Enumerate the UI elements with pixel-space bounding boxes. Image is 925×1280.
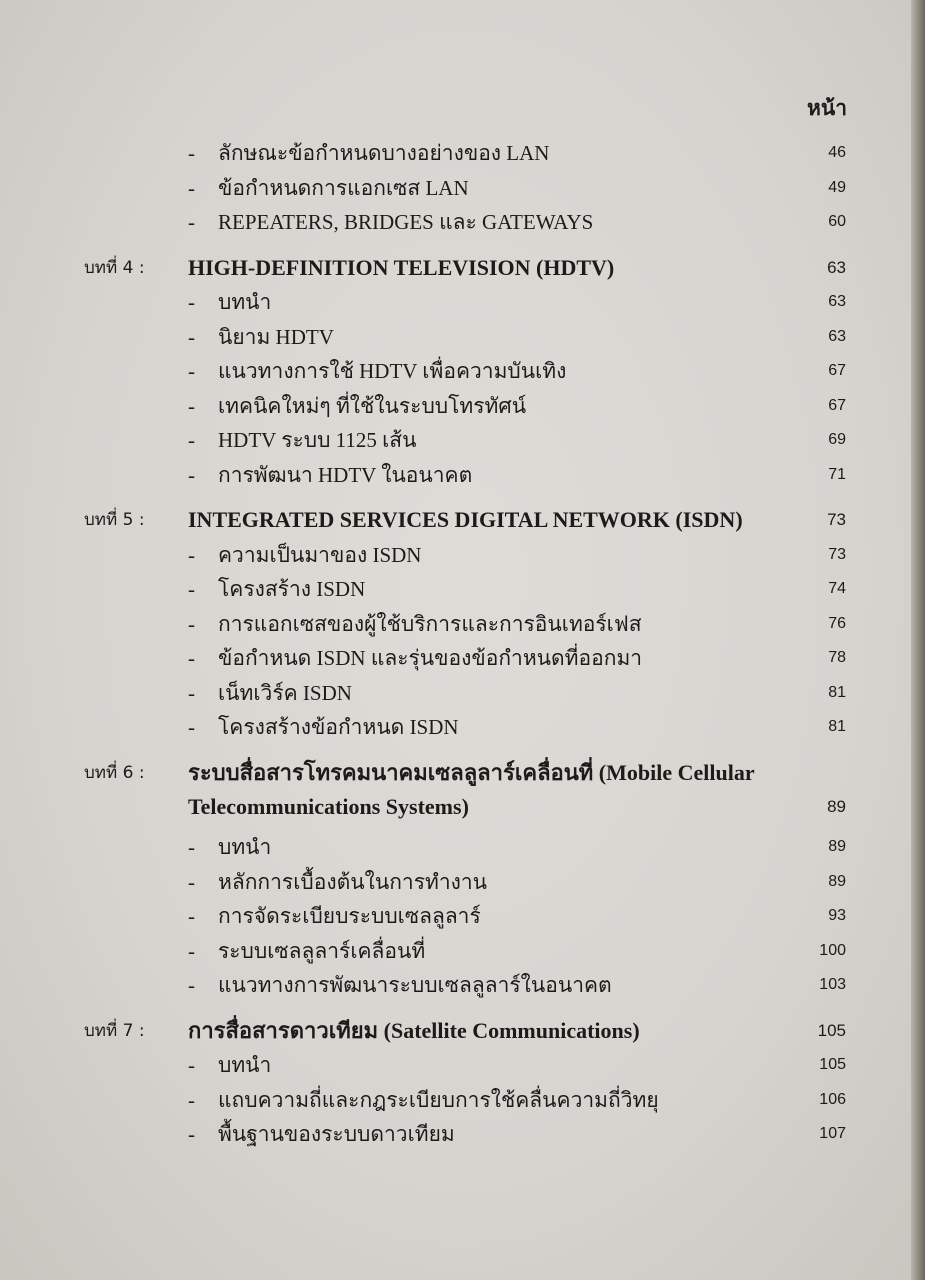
page-number: 63: [828, 327, 846, 345]
entry-title: HIGH-DEFINITION TELEVISION (HDTV): [188, 254, 615, 280]
toc-entry-row: [84, 285, 846, 320]
toc-entry-row: [84, 136, 846, 171]
page-number: 106: [819, 1090, 846, 1108]
entry-title: ระบบเซลลูลาร์เคลื่อนที่: [218, 938, 426, 963]
page-number: 78: [828, 649, 846, 666]
bullet-dash: -: [188, 938, 195, 963]
chapter-label: บทที่ 7 :: [84, 1020, 145, 1041]
bullet-dash: -: [188, 611, 195, 636]
toc-entry-row: [84, 607, 846, 642]
entry-title: ลักษณะข้อกำหนดบางอย่างของ LAN: [218, 141, 550, 165]
bullet-dash: -: [188, 359, 195, 383]
bullet-dash: -: [188, 462, 195, 487]
toc-chapter-row: [84, 1014, 846, 1049]
page-number: 67: [828, 362, 846, 379]
entry-title: REPEATERS, BRIDGES และ GATEWAYS: [218, 210, 594, 234]
toc-chapter-row: [84, 251, 846, 286]
chapter-label: บทที่ 4 :: [84, 257, 145, 278]
toc-entry-row: [84, 572, 846, 607]
page-number: 49: [828, 178, 846, 196]
entry-title: การสื่อสารดาวเทียม (Satellite Communications): [188, 1017, 640, 1043]
page-number: 69: [828, 431, 846, 448]
page-number: 63: [828, 293, 846, 310]
entry-title: ความเป็นมาของ ISDN: [218, 542, 422, 567]
page-number: 93: [828, 907, 846, 924]
page-number: 67: [828, 396, 846, 414]
entry-title: ระบบสื่อสารโทรคมนาคมเซลลูลาร์เคลื่อนที่ (Mobile Cellular: [188, 759, 755, 785]
toc-entry-row: [84, 1117, 846, 1152]
page-number: 73: [828, 545, 846, 563]
entry-title: แถบความถี่และกฎระเบียบการใช้คลื่นความถี่วิทยุ: [218, 1087, 659, 1112]
toc-entry-row: [84, 1083, 846, 1118]
toc-chapter-row: [84, 756, 846, 791]
toc-entry-row: [84, 899, 846, 934]
entry-title: INTEGRATED SERVICES DIGITAL NETWORK (ISDN): [188, 507, 743, 532]
entry-title: ข้อกำหนด ISDN และรุ่นของข้อกำหนดที่ออกมา: [218, 646, 643, 670]
bullet-dash: -: [188, 1087, 195, 1112]
bullet-dash: -: [188, 393, 195, 418]
page-number: 89: [828, 872, 846, 890]
page-number: 103: [819, 976, 846, 993]
toc-entry-row: [84, 934, 846, 969]
bullet-dash: -: [188, 428, 195, 452]
toc-entry-row: [84, 676, 846, 711]
page-number: 74: [828, 580, 846, 597]
entry-title: HDTV ระบบ 1125 เส้น: [218, 428, 417, 452]
bullet-dash: -: [188, 715, 195, 739]
page-number: 63: [827, 257, 846, 277]
toc-entry-row: [84, 865, 846, 900]
toc-entry-row: [84, 205, 846, 240]
page-number: 81: [828, 718, 846, 735]
page-number: 107: [819, 1125, 846, 1142]
bullet-dash: -: [188, 869, 195, 894]
entry-title: หลักการเบื้องต้นในการทำงาน: [218, 869, 488, 894]
entry-title: Telecommunications Systems): [188, 794, 469, 819]
entry-title: บทนำ: [218, 1053, 272, 1077]
toc-entry-row: [84, 830, 846, 865]
entry-title: แนวทางการพัฒนาระบบเซลลูลาร์ในอนาคต: [218, 973, 612, 997]
chapter-label: บทที่ 6 :: [84, 762, 145, 783]
page-number: 76: [828, 614, 846, 632]
page-number: 89: [827, 797, 846, 816]
entry-title: แนวทางการใช้ HDTV เพื่อความบันเทิง: [218, 359, 567, 383]
page-number: 105: [817, 1020, 846, 1040]
toc-entry-row: [84, 641, 846, 676]
page-number: 81: [828, 683, 846, 701]
page-number: 89: [828, 838, 846, 855]
entry-title: การแอกเซสของผู้ใช้บริการและการอินเทอร์เฟส: [218, 611, 642, 636]
entry-title: โครงสร้างข้อกำหนด ISDN: [218, 715, 459, 739]
bullet-dash: -: [188, 646, 195, 670]
toc-chapter-continuation: [84, 790, 846, 830]
entry-title: การจัดระเบียบระบบเซลลูลาร์: [218, 904, 481, 928]
entry-title: เทคนิคใหม่ๆ ที่ใช้ในระบบโทรทัศน์: [218, 393, 527, 418]
entry-title: บทนำ: [218, 835, 272, 859]
page-number: 60: [828, 213, 846, 230]
page-edge: [911, 0, 925, 1280]
toc-entry-row: [84, 389, 846, 424]
toc-entry-row: [84, 423, 846, 458]
page-column-header: หน้า: [807, 96, 847, 120]
entry-title: โครงสร้าง ISDN: [218, 577, 366, 601]
toc-entry-row: [84, 171, 846, 206]
bullet-dash: -: [188, 1053, 195, 1077]
bullet-dash: -: [188, 904, 195, 928]
bullet-dash: -: [188, 577, 195, 601]
page-number: 46: [828, 144, 846, 161]
page-number: 100: [819, 941, 846, 959]
toc-entry-row: [84, 458, 846, 493]
page-number: 105: [819, 1056, 846, 1073]
toc-entry-row: [84, 320, 846, 355]
bullet-dash: -: [188, 835, 195, 859]
toc-entry-row: [84, 538, 846, 573]
bullet-dash: -: [188, 680, 195, 705]
bullet-dash: -: [188, 973, 195, 997]
chapter-label: บทที่ 5 :: [84, 510, 145, 530]
bullet-dash: -: [188, 175, 195, 200]
bullet-dash: -: [188, 290, 195, 314]
table-of-contents: [84, 136, 846, 1152]
bullet-dash: -: [188, 324, 195, 349]
page-number: 71: [828, 465, 846, 483]
entry-title: นิยาม HDTV: [218, 324, 334, 349]
entry-title: พื้นฐานของระบบดาวเทียม: [218, 1122, 455, 1146]
toc-entry-row: [84, 968, 846, 1003]
entry-title: การพัฒนา HDTV ในอนาคต: [218, 462, 473, 487]
toc-entry-row: [84, 1048, 846, 1083]
bullet-dash: -: [188, 141, 195, 165]
bullet-dash: -: [188, 210, 195, 234]
bullet-dash: -: [188, 542, 195, 567]
page-number: 73: [827, 510, 846, 529]
toc-entry-row: [84, 710, 846, 745]
toc-chapter-row: [84, 503, 846, 538]
toc-entry-row: [84, 354, 846, 389]
entry-title: เน็ทเวิร์ค ISDN: [218, 680, 352, 705]
entry-title: ข้อกำหนดการแอกเซส LAN: [218, 175, 469, 200]
bullet-dash: -: [188, 1122, 195, 1146]
entry-title: บทนำ: [218, 290, 272, 314]
